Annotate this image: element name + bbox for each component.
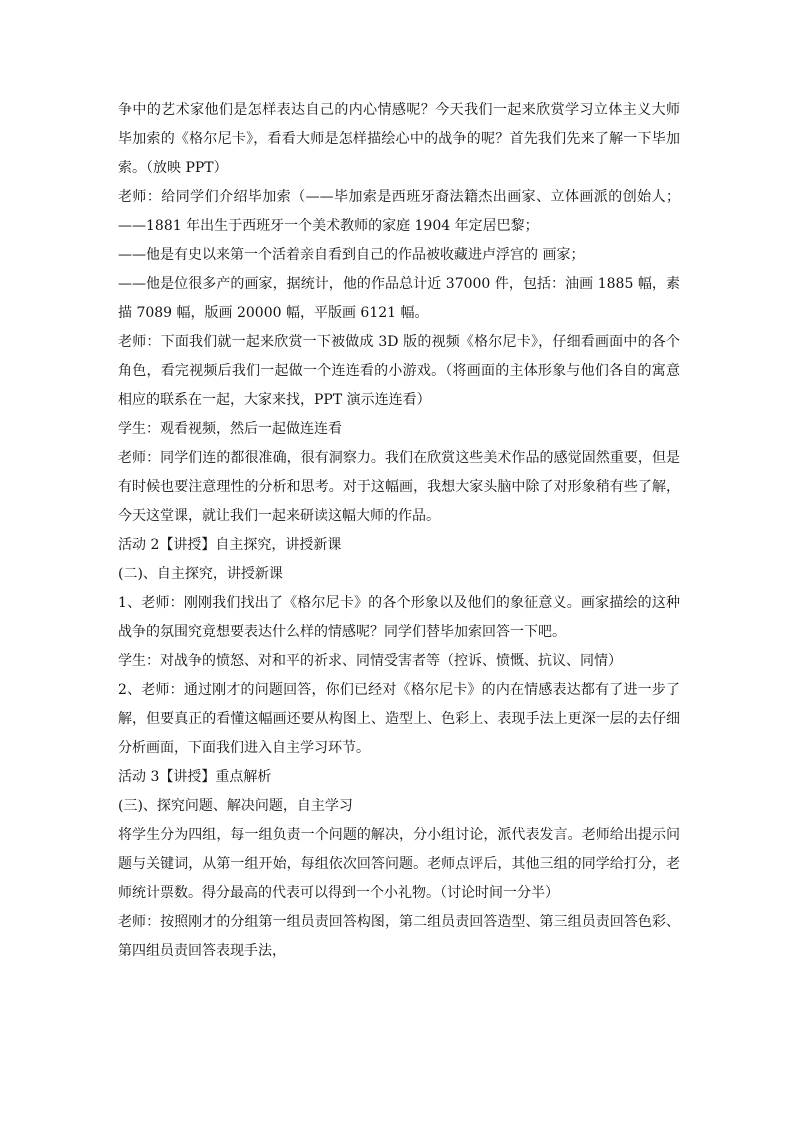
text-line: 第四组员责回答表现手法， [118,943,286,959]
text-line: 解，但要真正的看懂这幅画还要从构图上、造型上、色彩上、表现手法上更深一层的去仔细 [118,711,680,727]
text-line: 1、老师：刚刚我们找出了《格尔尼卡》的各个形象以及他们的象征意义。画家描绘的这种 [118,595,680,611]
text-line: 2、老师：通过刚才的问题回答，你们已经对《格尔尼卡》的内在情感表达都有了进一步了 [118,682,680,698]
text-line: ——1881 年出生于西班牙一个美术教师的家庭 1904 年定居巴黎； [118,218,539,234]
text-line: 题与关键词，从第一组开始，每组依次回答问题。老师点评后，其他三组的同学给打分，老 [118,856,680,872]
text-line: 分析画面，下面我们进入自主学习环节。 [118,740,370,756]
section-heading: (三)、探究问题、解决问题，自主学习 [118,798,353,814]
text-line: 争中的艺术家他们是怎样表达自己的内心情感呢？今天我们一起来欣赏学习立体主义大师 [118,102,680,118]
text-line: 相应的联系在一起，大家来找，PPT 演示连连看） [118,392,431,408]
text-line: 战争的氛围究竟想要表达什么样的情感呢？同学们替毕加索回答一下吧。 [118,624,566,640]
section-heading: (二)、自主探究，讲授新课 [118,566,283,582]
text-line: 今天这堂课，就让我们一起来研读这幅大师的作品。 [118,508,440,524]
document-page [118,96,680,966]
text-line: 索。（放映 PPT） [118,160,228,176]
text-line: 毕加索的《格尔尼卡》，看看大师是怎样描绘心中的战争的呢？首先我们先来了解一下毕加 [118,131,680,147]
text-line: 描 7089 幅，版画 20000 幅，平版画 6121 幅。 [118,305,429,321]
text-line: 将学生分为四组，每一组负责一个问题的解决，分小组讨论，派代表发言。老师给出提示问 [118,827,680,843]
text-line: ——他是位很多产的画家，据统计，他的作品总计近 37000 件，包括：油画 1885 幅，素 [118,276,680,292]
text-line: ——他是有史以来第一个活着亲自看到自己的作品被收藏进卢浮宫的 画家； [118,247,585,263]
text-line: 学生：对战争的愤怒、对和平的祈求、同情受害者等（控诉、愤慨、抗议、同情） [118,653,622,669]
text-line: 老师：按照刚才的分组第一组员责回答构图，第二组员责回答造型、第三组员责回答色彩、 [118,914,680,930]
text-line: 师统计票数。得分最高的代表可以得到一个小礼物。（讨论时间一分半） [118,885,559,901]
section-heading: 活动 3【讲授】重点解析 [118,769,272,785]
section-heading: 活动 2【讲授】自主探究，讲授新课 [118,537,342,553]
text-line: 角色，看完视频后我们一起做一个连连看的小游戏。（将画面的主体形象与他们各自的寓意 [118,363,680,379]
text-line: 学生：观看视频，然后一起做连连看 [118,421,342,437]
text-line: 老师：下面我们就一起来欣赏一下被做成 3D 版的视频《格尔尼卡》，仔细看画面中的各个 [118,334,680,350]
text-line: 有时候也要注意理性的分析和思考。对于这幅画，我想大家头脑中除了对形象稍有些了解， [118,479,680,495]
text-line: 老师：给同学们介绍毕加索（——毕加索是西班牙裔法籍杰出画家、立体画派的创始人； [118,189,680,205]
text-line: 老师：同学们连的都很准确，很有洞察力。我们在欣赏这些美术作品的感觉固然重要，但是 [118,450,680,466]
